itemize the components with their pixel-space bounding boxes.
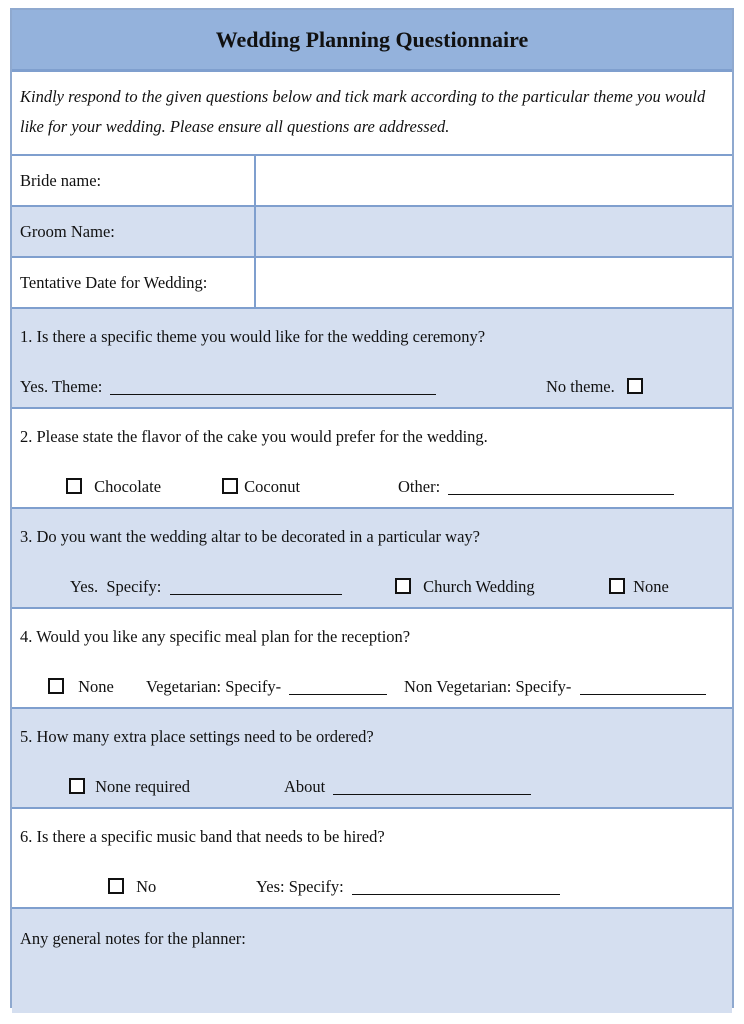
church-wedding-label: Church Wedding [423, 577, 535, 596]
altar-specify-input[interactable] [170, 580, 342, 595]
bride-name-label: Bride name: [20, 170, 102, 190]
other-flavor-label: Other: [398, 477, 441, 496]
question-3-text: 3. Do you want the wedding altar to be decorated in a particular way? [20, 527, 480, 546]
intro-section [12, 72, 732, 156]
question-2-options [12, 477, 732, 501]
notes-section[interactable] [12, 909, 732, 1013]
question-2-text: 2. Please state the flavor of the cake you would prefer for the wedding. [20, 427, 488, 446]
none-required-label: None required [95, 777, 190, 796]
question-5 [12, 709, 732, 809]
no-theme-label: No theme. [546, 377, 615, 396]
question-6-options [12, 877, 732, 901]
groom-name-input[interactable] [256, 207, 732, 256]
question-4 [12, 609, 732, 709]
about-label: About [284, 777, 326, 796]
meal-none-checkbox[interactable] [48, 678, 64, 694]
other-flavor-input[interactable] [448, 480, 674, 495]
question-5-text: 5. How many extra place settings need to be ordered? [20, 727, 374, 746]
question-1 [12, 309, 732, 409]
non-vegetarian-label: Non Vegetarian: Specify- [404, 677, 572, 696]
coconut-checkbox[interactable] [222, 478, 238, 494]
theme-input[interactable] [110, 380, 436, 395]
question-6 [12, 809, 732, 909]
question-1-options [12, 377, 732, 401]
vegetarian-input[interactable] [289, 680, 387, 695]
vegetarian-label: Vegetarian: Specify- [146, 677, 282, 696]
band-specify-input[interactable] [352, 880, 560, 895]
band-no-checkbox[interactable] [108, 878, 124, 894]
chocolate-checkbox[interactable] [66, 478, 82, 494]
bride-name-input[interactable] [256, 156, 732, 205]
band-specify-label: Yes: Specify: [256, 877, 344, 896]
question-1-text: 1. Is there a specific theme you would like for the wedding ceremony? [20, 327, 486, 346]
notes-label: Any general notes for the planner: [20, 929, 246, 948]
question-2 [12, 409, 732, 509]
wedding-date-row [12, 258, 732, 309]
groom-name-row [12, 207, 732, 258]
about-input[interactable] [333, 780, 531, 795]
question-3-options [12, 577, 732, 601]
question-3 [12, 509, 732, 609]
question-6-text: 6. Is there a specific music band that needs to be hired? [20, 827, 385, 846]
groom-name-label: Groom Name: [20, 221, 115, 241]
intro-text: Kindly respond to the given questions below and tick mark according to the particular theme you would like for your wedding. Please ensure all questions are addressed. [20, 87, 706, 136]
church-wedding-checkbox[interactable] [395, 578, 411, 594]
bride-name-row [12, 156, 732, 207]
form-title-bar [12, 10, 732, 72]
altar-none-label: None [633, 577, 669, 596]
questionnaire-form [10, 8, 734, 1008]
none-required-checkbox[interactable] [69, 778, 85, 794]
meal-none-label: None [78, 677, 114, 696]
non-vegetarian-input[interactable] [580, 680, 706, 695]
altar-none-checkbox[interactable] [609, 578, 625, 594]
form-title: Wedding Planning Questionnaire [215, 26, 529, 52]
coconut-label: Coconut [244, 477, 301, 496]
no-theme-checkbox[interactable] [627, 378, 643, 394]
chocolate-label: Chocolate [94, 477, 162, 496]
wedding-date-label: Tentative Date for Wedding: [20, 272, 208, 292]
band-no-label: No [136, 877, 157, 896]
question-4-text: 4. Would you like any specific meal plan for the reception? [20, 627, 411, 646]
altar-specify-label: Yes. Specify: [70, 577, 162, 596]
question-5-options [12, 777, 732, 801]
wedding-date-input[interactable] [256, 258, 732, 307]
question-4-options [12, 677, 732, 701]
theme-label: Yes. Theme: [20, 377, 103, 396]
